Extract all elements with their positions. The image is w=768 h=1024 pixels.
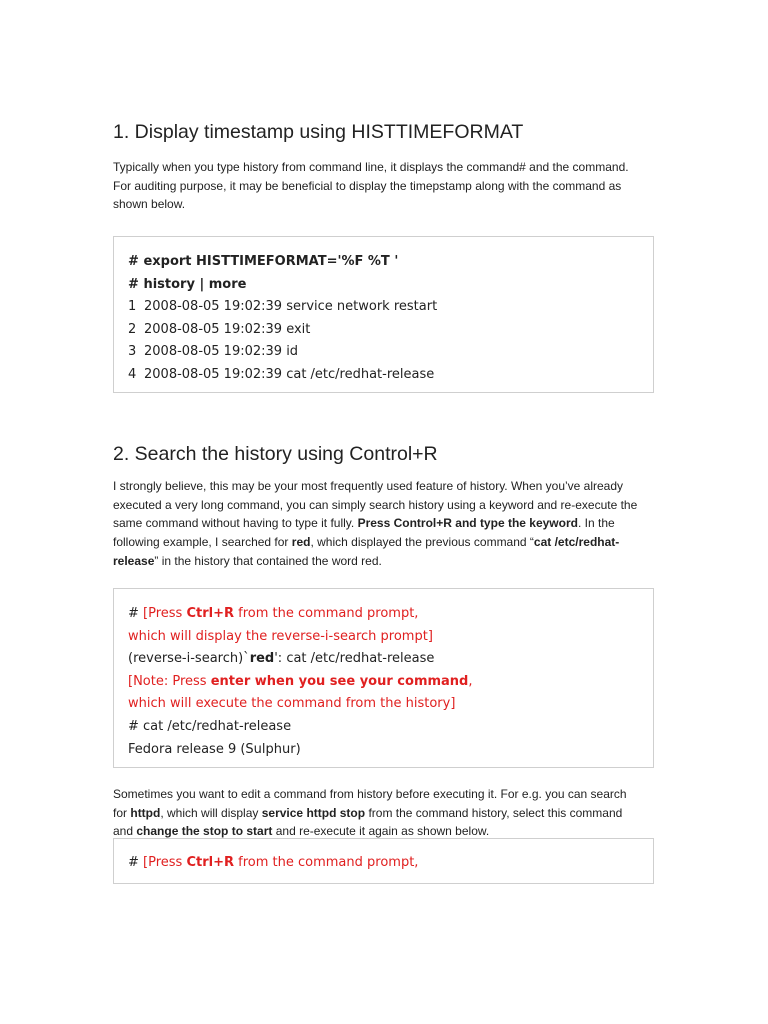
code-line-export: # export HISTTIMEFORMAT='%F %T ' xyxy=(128,254,399,269)
code-line-press-ctrl-r: # [Press Ctrl+R from the command prompt, xyxy=(128,606,419,621)
section-2-intro: I strongly believe, this may be your most frequently used feature of history. When you’ve already executed a very long command, you can simply search history using a keyword and re-execute the same command without having to type it fully. Press Control+R and type the keyword. In the following example, I searched for red, which displayed the previous command “cat /etc/redhat-release” in the history that contained the word red. xyxy=(113,479,638,568)
code-line-press-ctrl-r: # [Press Ctrl+R from the command prompt, xyxy=(128,855,419,870)
code-line-note: [Note: Press enter when you see your command, xyxy=(128,673,473,689)
section-1-intro: Typically when you type history from command line, it displays the command# and the command. For auditing purpose, it may be beneficial to display the timepstamp along with the command as shown below. xyxy=(113,160,629,212)
code-line-reverse-search: (reverse-i-search)`red': cat /etc/redhat-release xyxy=(128,651,435,667)
section-2-edit-paragraph: Sometimes you want to edit a command from history before executing it. For e.g. you can search for httpd, which will display service httpd stop from the command history, select this command and change the stop to start and re-execute it again as shown below. xyxy=(113,787,627,839)
code-block-histtimeformat xyxy=(113,236,654,393)
code-line-fedora: Fedora release 9 (Sulphur) xyxy=(128,741,301,757)
code-line-output: 1 2008-08-05 19:02:39 service network restart xyxy=(128,299,438,315)
section-2-heading: 2. Search the history using Control+R xyxy=(113,443,438,465)
code-line-execute-note: which will execute the command from the history] xyxy=(128,696,456,712)
code-line-output: 4 2008-08-05 19:02:39 cat /etc/redhat-release xyxy=(128,366,435,382)
code-line-output: 2 2008-08-05 19:02:39 exit xyxy=(128,321,311,337)
code-line-cat: # cat /etc/redhat-release xyxy=(128,718,292,734)
code-line-reverse-prompt-note: which will display the reverse-i-search prompt] xyxy=(128,628,433,644)
section-1-heading: 1. Display timestamp using HISTTIMEFORMAT xyxy=(113,121,524,143)
code-block-reverse-search xyxy=(113,588,654,768)
code-block-edit-search xyxy=(113,838,654,884)
code-line-output: 3 2008-08-05 19:02:39 id xyxy=(128,344,299,360)
code-line-history: # history | more xyxy=(128,276,247,292)
